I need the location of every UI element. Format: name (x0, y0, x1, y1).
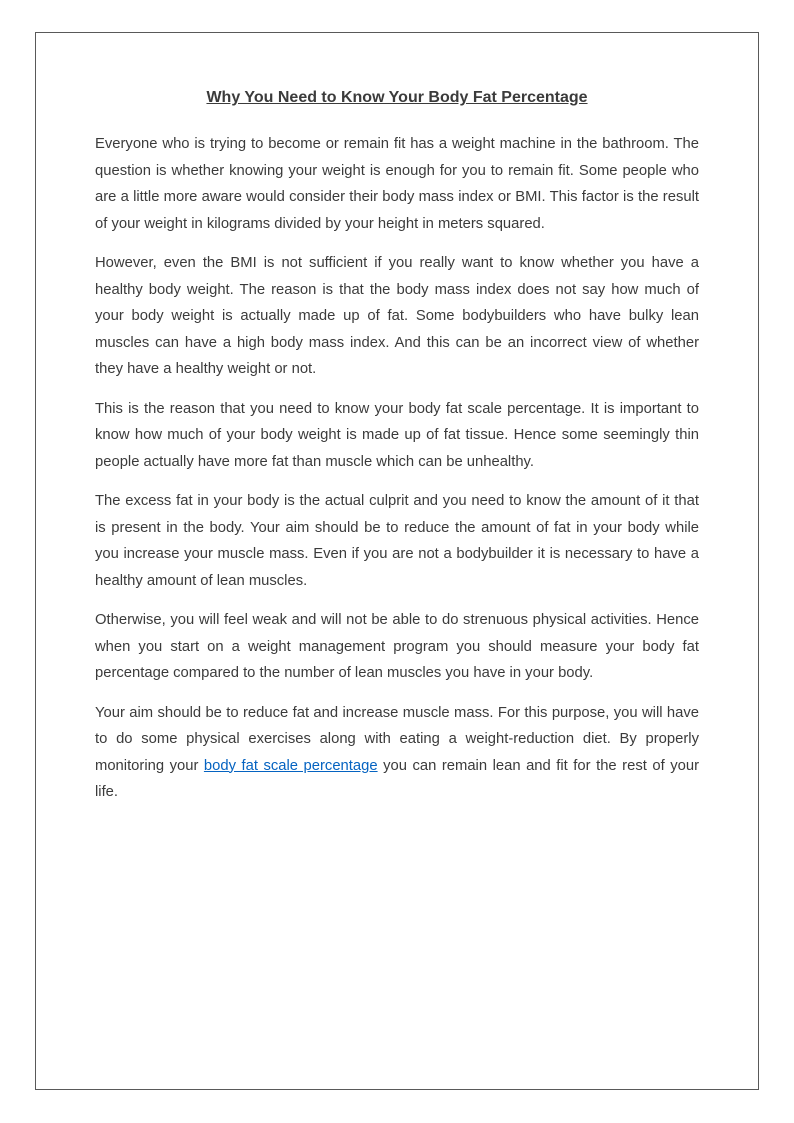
body-fat-scale-percentage-link[interactable]: body fat scale percentage (203, 757, 378, 774)
paragraph-excess-fat: The excess fat in your body is the actual culprit and you need to know the amount of it that is present in the body. Your aim should be to reduce the amount of fat in your body while you increase your muscle mass. Even if you are not a bodybuilder it is necessary to have a healthy amount of lean muscles. (95, 493, 699, 589)
paragraph-conclusion (95, 700, 699, 806)
paragraph-weight-management: Otherwise, you will feel weak and will not be able to do strenuous physical activities. Hence when you start on a weight management program you should measure your body fat percentage compared to the number of lean muscles you have in your body. (95, 612, 699, 681)
conclusion-text-before-link: Your aim should be to reduce fat and increase muscle mass. For this purpose, you will have to do some physical exercises along with eating a weight-reduction diet. By properly monitoring your (95, 704, 699, 774)
conclusion-text-after-link: you can remain lean and fit for the rest of your life. (95, 757, 699, 800)
paragraph-bmi: However, even the BMI is not sufficient if you really want to know whether you have a healthy body weight. The reason is that the body mass index does not say how much of your body weight is actually made up of fat. Some bodybuilders who have bulky lean muscles can have a high body mass index. And this can be an incorrect view of whether they have a healthy weight or not. (95, 255, 699, 377)
page-border (35, 32, 759, 1090)
paragraph-body-fat-scale: This is the reason that you need to know your body fat scale percentage. It is important to know how much of your body weight is made up of fat tissue. Hence some seemingly thin people actually have more fat than muscle which can be unhealthy. (95, 400, 699, 470)
paragraph-intro: Everyone who is trying to become or remain fit has a weight machine in the bathroom. The question is whether knowing your weight is enough for you to remain fit. Some people who are a little more aware would consider their body mass index or BMI. This factor is the result of your weight in kilograms divided by your height in meters squared. (95, 136, 699, 232)
page-title: Why You Need to Know Your Body Fat Percentage (206, 89, 588, 106)
